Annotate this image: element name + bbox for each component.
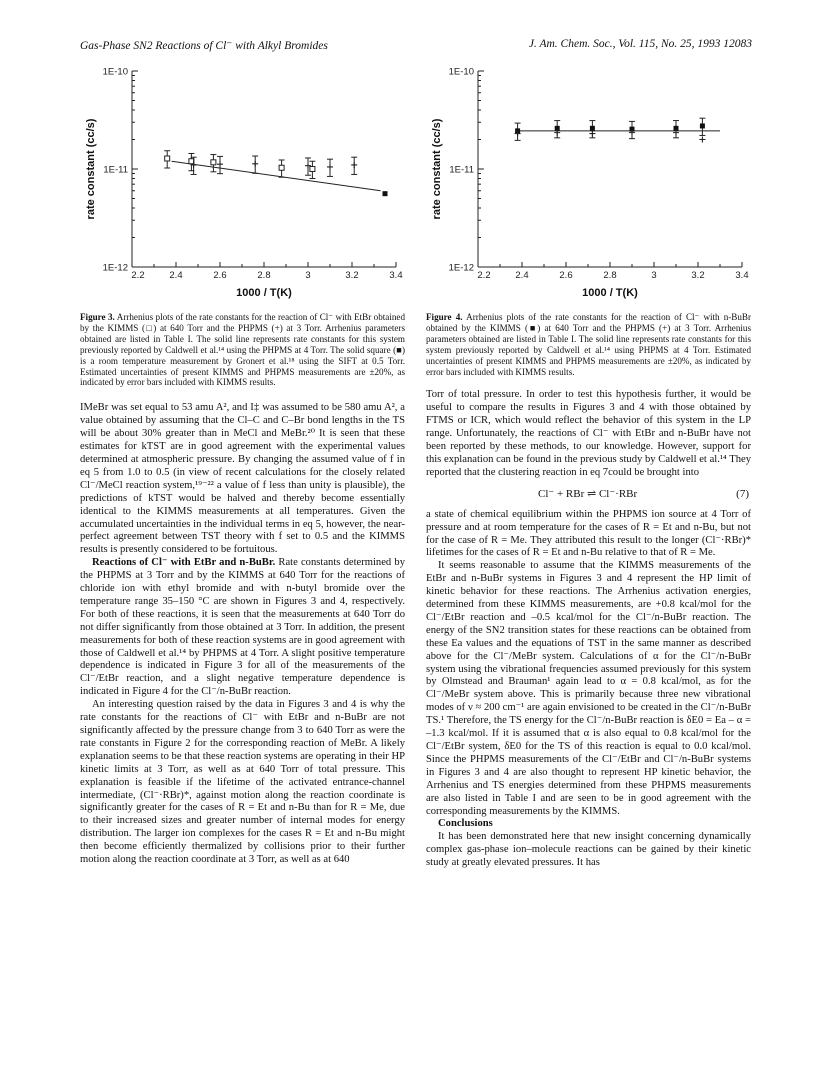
data-point-open-square	[310, 167, 315, 172]
paragraph: An interesting question raised by the data in Figures 3 and 4 is why the rate constants for the reactions of Cl⁻ with EtBr and n-BuBr are not significantly affected by the pressure change from 3 to 640 Torr as were the rate constants in Figure 2 for the corresponding reaction of MeBr. A likely explanation seems to be that these reaction systems are operating in their HP kinetic limits at 3 Torr, as well as at 640 Torr of total pressure. This explanation is feasible if the lifetime of the activated entrance-channel intermediate, (Cl⁻·RBr)*, against motion along the reaction coordinate is significantly greater for the cases of R = Et and n-Bu than for R = Me, due to their increased sizes and greater number of internal modes for energy distribution. The larger ion complexes for the cases R = Et and n-Bu might then become efficiently thermalized by collisions prior to their further motion along the reaction coordinate at 3 Torr, as well as at 640	[80, 699, 405, 866]
right-column	[426, 66, 751, 870]
y-tick-label: 1E-11	[103, 164, 128, 176]
paragraph	[80, 557, 405, 699]
equation-body: Cl⁻ + RBr ⇌ Cl⁻·RBr	[538, 487, 638, 500]
figure-3-label: Figure 3.	[80, 312, 115, 322]
paragraph: It has been demonstrated here that new insight concerning dynamically complex gas-phase ion–molecule reactions can be gained by their kinetic study at greatly elevated pressures. It has	[426, 831, 751, 869]
figure-3-caption-text: Arrhenius plots of the rate constants for the reaction of Cl⁻ with EtBr obtained by the KIMMS (□) at 640 Torr and the PHPMS (+) at 3 Torr. Arrhenius parameters obtained are listed in Table I. The solid line represents rate constants for this system previously reported by Caldwell et al.¹⁴ using the PHPMS at 4 Torr. The solid square (■) is a room temperature measurement by Gronert et al.¹⁸ using the SIFT at 0.5 Torr. Estimated uncertainties of present KIMMS and PHPMS measurements are ±20%, as indicated by error bars included with KIMMS results.	[80, 312, 405, 388]
data-point-plus	[699, 136, 705, 142]
left-column	[80, 66, 405, 867]
data-point-plus	[217, 161, 223, 167]
paragraph: IMeBr was set equal to 53 amu A², and I‡ was assumed to be 580 amu A², a value obtained by assuming that the Cl–C and C–Br bond lengths in the TS will be about 30% greater than in MeCl and MeBr.²⁰ It is seen that these estimates for kTST are in good agreement with the experimental values determined at atmospheric pressure. By changing the assumed value of f in eq 5 from 1.0 to 0.5 (in view of recent calculations for the closely related Cl⁻/MeCl reaction system,¹⁹⁻²² a value of f less than unity is plausible), the predictions of kTST would be halved and thereby become essentially identical to the KIMMS measurements at all temperatures. Given the accumulated uncertainties in the individual terms in eq 5, however, the near-perfect agreement between TST theory with f set to 0.5 and the KIMMS results is presently considered to be fortuitous.	[80, 402, 405, 556]
x-tick-label: 2.6	[213, 270, 227, 281]
y-tick-label: 1E-11	[449, 164, 474, 176]
x-tick-label: 2.4	[515, 270, 529, 281]
x-tick-label: 2.2	[131, 270, 145, 281]
x-tick-label: 2.2	[477, 270, 491, 281]
data-point-plus	[589, 131, 595, 137]
paragraph: a state of chemical equilibrium within the PHPMS ion source at 4 Torr of pressure and at room temperature for the cases of R = Et and n-Bu, but not for the case of R = Me. They attributed this result to the longer (Cl⁻·RBr)* lifetimes for the cases of R = Et and n-Bu relative to that of R = Me.	[426, 508, 751, 559]
x-tick-label: 3.4	[735, 270, 749, 281]
x-tick-label: 2.4	[169, 270, 183, 281]
x-tick-label: 3.4	[389, 270, 403, 281]
y-tick-label: 1E-12	[102, 262, 128, 274]
data-point-open-square	[279, 165, 284, 170]
fit-line	[172, 161, 381, 191]
paragraph: It seems reasonable to assume that the KIMMS measurements of the EtBr and n-BuBr systems in Figures 3 and 4 represent the HP limit of kinetic behavior for these reactions. The Arrhenius activation energies, determined from these KIMMS measurements, are +0.8 kcal/mol for the Cl⁻/EtBr reaction and –0.5 kcal/mol for the Cl⁻/n-BuBr reaction. The energy of the SN2 transition states for these reactions can be obtained from these Ea values and the equations of TST in the same manner as described above for the Cl⁻/MeBr system. Calculations of α for the Cl⁻/n-BuBr system using the vibrational frequencies assumed previously for this system by Olmstead and Brauman¹ again lead to α = 0.8 kcal/mol, as for the Cl⁻/MeBr system above. This is primarily because three new vibrational modes of ν ≈ 200 cm⁻¹ are again envisioned to be created in the Cl⁻/n-BuBr TS.¹ Therefore, the TS energy for the Cl⁻/n-BuBr reaction is δE0 = Ea – α = –1.3 kcal/mol. If it is assumed that α is also equal to 0.8 kcal/mol for the Cl⁻/EtBr system, δE0 for the TS of this reaction is equal to 0.0 kcal/mol. Since the PHPMS measurements of the Cl⁻/EtBr and Cl⁻/n-BuBr systems in Figures 3 and 4 are also thought to represent HP kinetic behavior, the Arrhenius and TS energies determined from these PHPMS measurements are also listed in Table I and are seen to be in good agreement with the corresponding measurements by the KIMMS.	[426, 560, 751, 817]
x-tick-label: 3.2	[691, 270, 705, 281]
y-tick-label: 1E-10	[448, 66, 474, 78]
equation-number: (7)	[736, 487, 749, 500]
figure-4-caption-text: Arrhenius plots of the rate constants for the reaction of Cl⁻ with n-BuBr obtained by the KIMMS (■) at 640 Torr and the PHPMS (+) at 3 Torr. Arrhenius parameters obtained are listed in Table I. The solid line represents rate constants for this system previously reported by Caldwell et al.¹⁴ using PHPMS at 4 Torr. Estimated uncertainties of present KIMMS and PHPMS measurements are ±20%, as indicated by error bars included with KIMMS results.	[426, 312, 751, 377]
equation-7	[426, 488, 751, 501]
paragraph: Torr of total pressure. In order to test this hypothesis further, it would be useful to compare the results in Figures 3 and 4 with those obtained by FTMS or ICR, which would reflect the behavior of this system in the LP range. Unfortunately, the reactions of Cl⁻ with EtBr and n-BuBr have not been reported by these methods, to our knowledge. However, support for this explanation can be found in the previous study by Caldwell et al.¹⁴ They reported that the clustering reaction in eq 7could be brought into	[426, 389, 751, 478]
data-point-plus	[327, 164, 333, 170]
x-tick-label: 3	[651, 270, 657, 281]
y-tick-label: 1E-10	[102, 66, 128, 78]
data-point-plus	[351, 162, 357, 168]
figure-4-caption	[426, 312, 751, 377]
left-body-text	[80, 402, 405, 867]
data-point-filled-square	[700, 123, 705, 128]
x-tick-label: 3.2	[345, 270, 359, 281]
figure-3-caption	[80, 312, 405, 388]
y-tick-label: 1E-12	[448, 262, 474, 274]
x-tick-label: 2.6	[559, 270, 573, 281]
section-heading-conclusions: Conclusions	[438, 818, 493, 830]
data-point-open-square	[165, 156, 170, 161]
paragraph-text: Rate constants determined by the PHPMS at 3 Torr and by the KIMMS at 640 Torr for the reactions of chloride ion with ethyl bromide and with n-butyl bromide over the temperature range 35–150 °C are shown in Figures 3 and 4, respectively. For both of these reactions, it is seen that the measurements at 640 Torr do not differ significantly from those obtained at 3 Torr. In addition, the present measurements for both of these reaction systems are in good agreement with those of Caldwell et al.¹⁴ by PHPMS at 4 Torr. A slight positive temperature dependence is indicated in Figure 3 for all of the measurements of the Cl⁻/EtBr reaction, and a slight negative temperature dependence is indicated in Figure 4 for the Cl⁻/n-BuBr reaction.	[80, 557, 405, 698]
running-head-right: J. Am. Chem. Soc., Vol. 115, No. 25, 1993 12083	[528, 38, 752, 50]
figure-4-label: Figure 4.	[426, 312, 463, 322]
x-tick-label: 2.8	[257, 270, 271, 281]
figure-3-chart	[80, 66, 405, 306]
y-axis-label: rate constant (cc/s)	[431, 118, 443, 220]
data-point-filled-square	[590, 126, 595, 131]
x-tick-label: 3	[305, 270, 311, 281]
figure-4-chart	[426, 66, 751, 306]
x-axis-label: 1000 / T(K)	[582, 287, 638, 299]
x-axis-label: 1000 / T(K)	[236, 287, 292, 299]
data-point-plus	[252, 161, 258, 167]
data-point-open-square	[211, 160, 216, 165]
data-point-filled-square	[383, 191, 388, 196]
x-tick-label: 2.8	[603, 270, 617, 281]
right-body-text	[426, 389, 751, 870]
y-axis-label: rate constant (cc/s)	[85, 118, 97, 220]
section-heading: Reactions of Cl⁻ with EtBr and n-BuBr.	[92, 557, 276, 569]
running-head-left: Gas-Phase SN2 Reactions of Cl⁻ with Alkyl Bromides	[80, 40, 328, 52]
